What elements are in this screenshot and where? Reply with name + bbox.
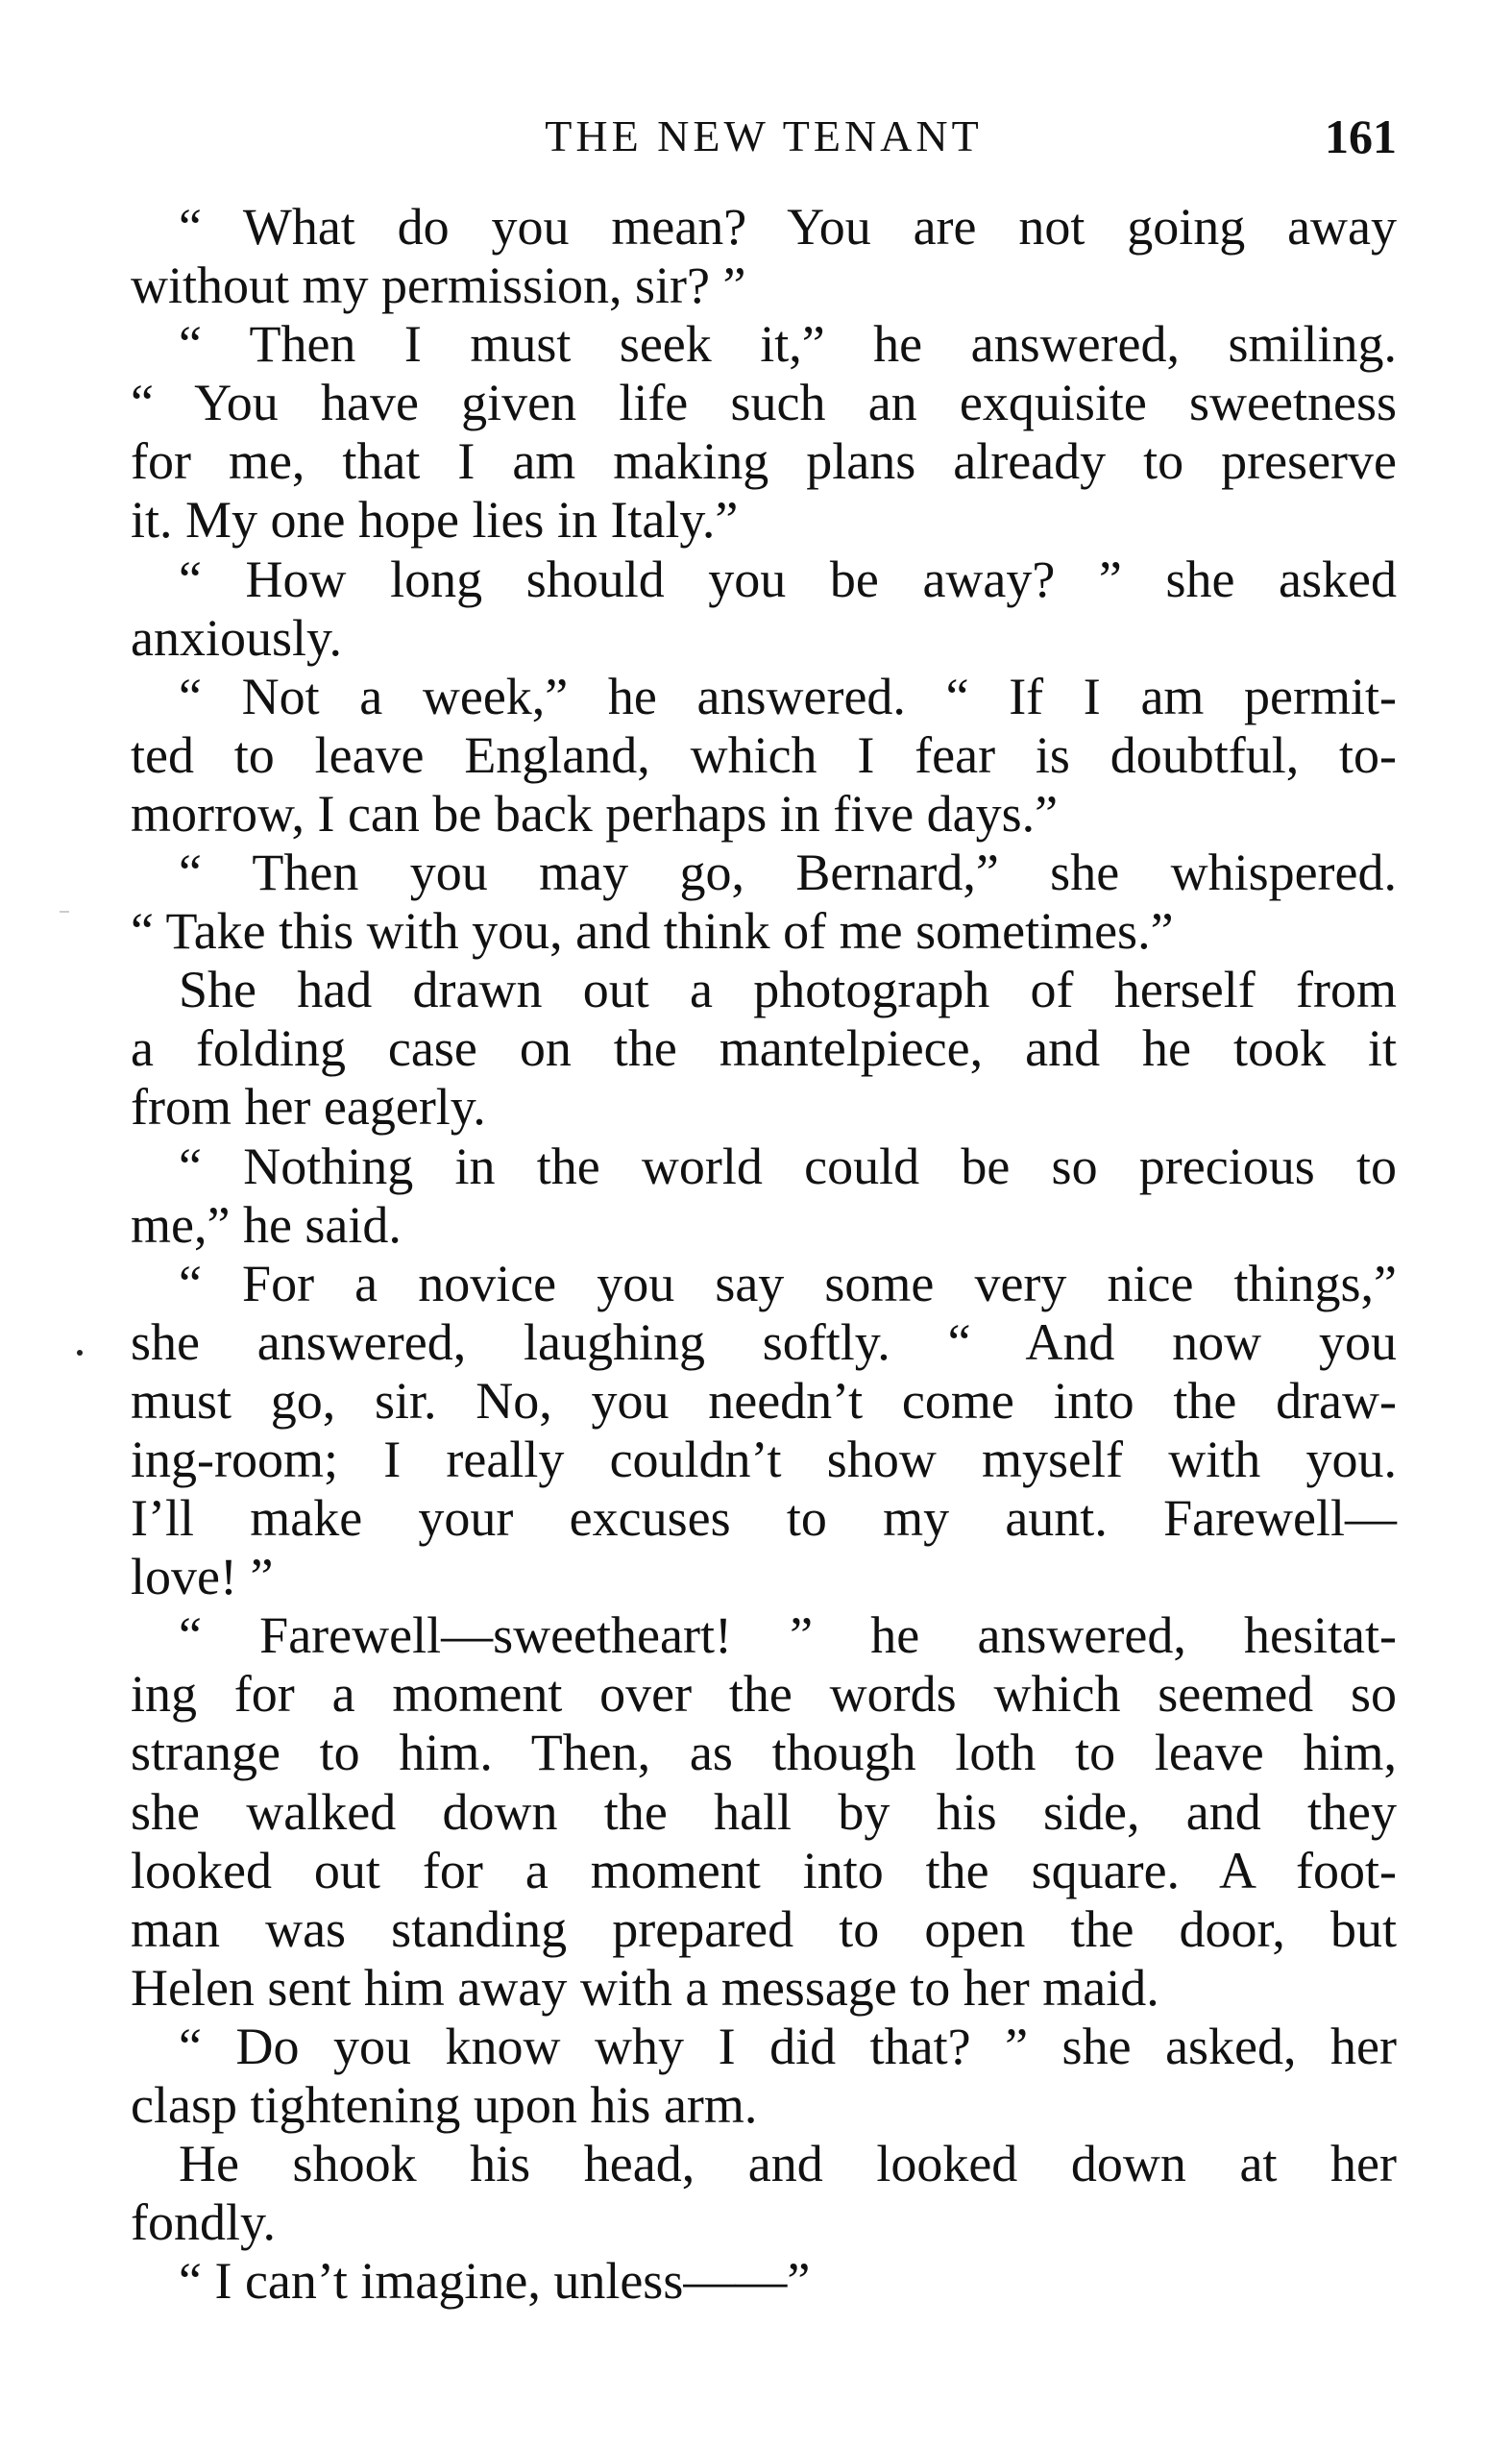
- text-line: “ How long should you be away? ” she asked: [179, 550, 1397, 608]
- text-line: me,” he said.: [131, 1195, 402, 1254]
- text-line: fondly.: [131, 2193, 276, 2252]
- text-line: man was standing prepared to open the door, but: [131, 1899, 1397, 1958]
- text-line: must go, sir. No, you needn’t come into the draw-: [131, 1371, 1397, 1430]
- text-line: She had drawn out a photograph of herself from: [179, 961, 1397, 1019]
- text-line: it. My one hope lies in Italy.”: [131, 491, 739, 550]
- text-line: anxiously.: [131, 608, 342, 667]
- text-line: clasp tightening upon his arm.: [131, 2076, 758, 2134]
- text-line: “ Not a week,” he answered. “ If I am permit-: [179, 667, 1397, 725]
- body-text: [131, 198, 1397, 2311]
- margin-tick: [60, 911, 69, 913]
- text-line: “ Then I must seek it,” he answered, smiling.: [179, 315, 1397, 374]
- text-line: “ What do you mean? You are not going away: [179, 198, 1397, 256]
- text-line: “ Do you know why I did that? ” she asked, her: [179, 2017, 1397, 2075]
- text-line: for me, that I am making plans already to preserve: [131, 432, 1397, 491]
- text-line: He shook his head, and looked down at her: [179, 2135, 1397, 2193]
- text-line: ing for a moment over the words which seemed so: [131, 1665, 1397, 1724]
- text-line: Helen sent him away with a message to her maid.: [131, 1958, 1159, 2017]
- text-line: she walked down the hall by his side, and they: [131, 1782, 1397, 1841]
- text-line: strange to him. Then, as though loth to leave him,: [131, 1724, 1397, 1782]
- running-head: THE NEW TENANT: [545, 111, 983, 160]
- text-line: ing-room; I really couldn’t show myself with you.: [131, 1430, 1397, 1488]
- text-line: a folding case on the mantelpiece, and he took it: [131, 1019, 1397, 1078]
- text-line: she answered, laughing softly. “ And now you: [131, 1312, 1397, 1371]
- text-line: “ Take this with you, and think of me sometimes.”: [131, 902, 1174, 961]
- text-line: “ For a novice you say some very nice things,”: [179, 1254, 1397, 1312]
- page-number: 161: [1325, 110, 1397, 163]
- text-line: “ Farewell—sweetheart! ” he answered, hesitat-: [179, 1606, 1397, 1665]
- text-line: I’ll make your excuses to my aunt. Farewell—: [131, 1489, 1397, 1548]
- text-line: from her eagerly.: [131, 1078, 486, 1137]
- text-line: “ I can’t imagine, unless——”: [179, 2252, 811, 2311]
- text-line: “ Nothing in the world could be so precious to: [179, 1137, 1397, 1195]
- page-header: [131, 108, 1397, 165]
- text-line: love! ”: [131, 1548, 274, 1606]
- text-line: without my permission, sir? ”: [131, 257, 746, 315]
- margin-mark: [77, 1350, 83, 1356]
- text-line: “ Then you may go, Bernard,” she whispered.: [179, 844, 1397, 902]
- text-line: looked out for a moment into the square. A foot-: [131, 1841, 1397, 1899]
- text-line: morrow, I can be back perhaps in five days.”: [131, 784, 1059, 843]
- text-line: ted to leave England, which I fear is doubtful, to-: [131, 725, 1397, 784]
- text-line: “ You have given life such an exquisite sweetness: [131, 374, 1397, 432]
